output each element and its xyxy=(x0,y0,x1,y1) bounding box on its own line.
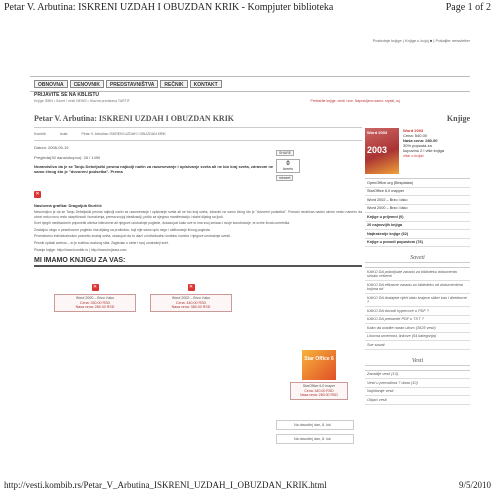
book-more-link[interactable]: više o knjizi xyxy=(403,153,424,158)
nav-item-kontakt[interactable]: KONTAKT xyxy=(190,80,222,88)
saveti-list xyxy=(365,267,470,350)
product-sale-price: Nasa cena: 380.00 RSD xyxy=(171,305,211,310)
web-page xyxy=(30,28,470,468)
tip-item[interactable]: KAKO DA prebacite PDF u TXT ? xyxy=(365,316,470,325)
tip-item[interactable]: Kako da uradite naran ukom (3625 vesti) xyxy=(365,324,470,333)
book-cover-year: 2003 xyxy=(367,145,388,155)
sidebar-item[interactable]: Word 2002 – Brzo i lako xyxy=(365,196,470,205)
print-header-title: Petar V. Arbutina: ISKRENI UZDAH I OBUZDAN KRIK - Kompjuter biblioteka xyxy=(4,2,334,13)
product-sale-price: Nasa cena: 280.00 RSD xyxy=(75,305,115,310)
nav-item-predstavnistva[interactable]: PREDSTAVNIŠTVA xyxy=(106,80,158,88)
author-label[interactable]: Kombib xyxy=(34,132,46,136)
main-nav xyxy=(30,76,470,92)
publisher-label[interactable]: Izdat xyxy=(59,132,68,136)
book-cover-label: Word 2003 xyxy=(367,130,388,135)
news-item[interactable]: Zanatlije vesti (13) xyxy=(365,371,470,380)
print-page-number: Page 1 of 2 xyxy=(445,2,491,13)
staroffice-cover[interactable]: Star Office 6 xyxy=(302,350,336,380)
sidebar-book-links xyxy=(365,178,470,247)
paragraph: Nesumnjivo je da se Tanju Debeljački pesma najbolji način za razumevanje i opisivanje sveta ali ne bio kraj sveta, zdravim ne samo činog što je "dovoreni podsetka". Pomalo neobičan nadov skrive nesto namero da otvori neku novu vrstu skeptičnosti i tumačenja, prema svojoj idealizaciji, pošto za njegovo manifestaciju i stalni dijalog sa ljudi. xyxy=(34,210,362,219)
sidebar-item[interactable]: StarOffice 6.0 mapper xyxy=(365,188,470,197)
nav-item-cenovnik[interactable]: CENOVNIK xyxy=(70,80,104,88)
sidebar-item[interactable]: OpenOffice.org (Besplatan) xyxy=(365,179,470,188)
vesti-list xyxy=(365,370,470,405)
broken-image-icon: ✕ xyxy=(35,191,40,197)
paragraph: Svet njegih meditacionih pripovetki otkriva intenzivne ali njegove unutrašnje poglede, dokazujući kako sve to ima svoj smisao i svoje konstrukcije, te svrhe životu umetnika. xyxy=(34,221,291,226)
tweet-count-value: 0 xyxy=(286,161,290,167)
sidebar-item[interactable]: 20 najnovijih knjiga xyxy=(365,222,470,231)
book-sale-price: Naša cena: 280.00 xyxy=(403,138,438,143)
tweet-count xyxy=(276,159,300,173)
product-card[interactable] xyxy=(150,275,232,312)
divider xyxy=(34,140,362,141)
rating-text: Na davodinj dan, 8. Iuk xyxy=(294,423,331,427)
tip-item[interactable]: Likovna umetnost, linkove (54 kategorija) xyxy=(365,333,470,342)
sidebar-item[interactable]: Word 2000 – Brzo i lako xyxy=(365,205,470,214)
news-item[interactable]: Vesti u prevodima 7 dana (10) xyxy=(365,379,470,388)
article-image xyxy=(34,182,362,200)
article-views: Pregleda(30 dana/ukupno): 26 / 1490 xyxy=(34,155,101,160)
broken-image-icon: ✕ xyxy=(188,284,194,291)
breadcrumb[interactable]: Knjige ISBN • Savet / vesti NEWS • Ulazna predstava TARTIF xyxy=(34,99,130,103)
paragraph: Pesnik upitaši avenos – to je suština ovakvog stila. Zagledan u sebe i svoj unutrašnji svet. xyxy=(34,240,169,245)
article xyxy=(34,108,362,312)
retweet-button[interactable]: retweet xyxy=(276,175,293,181)
page-title: Petar V. Arbutina: ISKRENI UZDAH I OBUZDAN KRIK xyxy=(34,114,235,123)
book-cover[interactable] xyxy=(365,128,399,174)
sidebar xyxy=(365,108,470,405)
book-note: kupovinu 2 i više knjiga xyxy=(403,148,445,153)
tip-item[interactable]: KAKO DA poboljšate zaradu za biblioteku dokumenta sirnalu rešterni xyxy=(365,268,470,281)
news-item[interactable]: Objavi vesti xyxy=(365,396,470,405)
vesti-heading: Vesti xyxy=(365,358,470,366)
product-list xyxy=(34,275,362,312)
source-link[interactable]: Pisanje knjige: http://www.kombib.rs | http://www.knjizara.com xyxy=(34,247,127,252)
product-name[interactable]: Word 2000 – Brzo i lako xyxy=(75,296,115,301)
share-widget xyxy=(276,150,336,181)
product-card-staroffice[interactable] xyxy=(290,350,348,400)
nav-item-recnik[interactable]: REČNIK xyxy=(160,80,187,88)
product-name[interactable]: Word 2002 – Brzo i lako xyxy=(171,296,211,301)
article-subhead: Naslovna grafika: Dragoljub Đuričić xyxy=(34,203,102,208)
book-name[interactable]: Word 2003 xyxy=(403,128,424,133)
nav-item-obnovna[interactable]: OBNOVNA xyxy=(34,80,68,88)
print-footer-date: 9/5/2010 xyxy=(458,480,491,490)
search-hint[interactable]: Pretražite knjige, vesti i sve. Napravljeno samo: srpski, ruj xyxy=(310,99,400,103)
divider xyxy=(34,127,362,128)
article-lead: Nezamislivo da je se Tanju Debeljački pesma najbolji način za razumevanje i opisivanje sveta ali ne bio kraj sveta, zdravom ne samo činog što je "dovoreni podsetka". Prema xyxy=(34,164,274,174)
nav-newsletter-link[interactable]: PRIJAVITE SE NA KBLISTU xyxy=(34,92,100,98)
author-row xyxy=(34,132,362,136)
paragraph: Prvenstveno individualnošću posvetio značaj sveta, ukazujući da to ulazi u individualnu sudbinu čoveka i njegove unutrašnje svesti. xyxy=(34,234,231,239)
sidebar-item[interactable]: Najtraženije knjige (62) xyxy=(365,230,470,239)
article-date: Datum: 2008-05-19 xyxy=(34,145,69,150)
promo-banner: MI IMAMO KNJIGU ZA VAS: xyxy=(34,257,362,267)
broken-image-icon: ✕ xyxy=(92,284,98,291)
product-price: Cena: 440.00 RSD xyxy=(304,388,334,393)
product-sale-price: Nasa cena: 280.00 RSD xyxy=(300,393,338,398)
tip-item[interactable]: KAKO DA dodajete riječi datu krajeve sliker kao i direktorne ? xyxy=(365,294,470,307)
print-header xyxy=(4,2,491,14)
featured-book[interactable] xyxy=(365,128,470,174)
top-links[interactable]: Poslednje knjige | Knjige u kojoj ■ | Pošaljite newsletter xyxy=(372,38,470,43)
book-discount: 30% popusta za xyxy=(403,143,432,148)
article-body xyxy=(34,210,362,252)
sidebar-item[interactable]: Knjige u ponudi popustom (76) xyxy=(365,239,470,248)
tip-item[interactable]: KAKO DA dovodi hypercore u PDF ? xyxy=(365,307,470,316)
product-price: Cena: 440.00 RSD xyxy=(175,300,207,305)
print-footer-url: http://vesti.kombib.rs/Petar_V_Arbutina_ISKRENI_UZDAH_I_OBUZDAN_KRIK.html xyxy=(4,480,327,490)
paragraph: Značajnu ulogu u pesnikovom pogledu ima dijalog sa prošlošću, koji nije samo opis nego i oblikovanje ličnog pogleda. xyxy=(34,227,211,232)
tip-item[interactable]: KAKO DA efikasne zaradu za biblioteku od dokumentima kojima od xyxy=(365,281,470,294)
print-footer xyxy=(4,480,491,492)
news-item[interactable]: Najčitanije vesti xyxy=(365,388,470,397)
product-price: Cena: 330.00 RSD xyxy=(79,300,111,305)
saveti-heading: Saveti xyxy=(365,255,470,263)
product-card[interactable] xyxy=(54,275,136,312)
share-button[interactable]: SHARE xyxy=(276,150,294,156)
breadcrumb-title[interactable]: Petar V. Arbutina: ISKRENI UZDAH I OBUZDAN KRIK xyxy=(81,132,166,136)
tip-item[interactable]: Sve savati xyxy=(365,341,470,350)
book-price: Cena: 540.00 xyxy=(403,133,428,138)
rating-text: Na davodinj dan, 8. Iuk xyxy=(294,437,331,441)
product-name[interactable]: StarOffice 6.0 maper xyxy=(302,384,336,388)
tweet-count-label: tweets xyxy=(282,167,294,171)
sidebar-title: Knjige xyxy=(446,114,470,123)
sidebar-item[interactable]: Knjige u prijemni (0) xyxy=(365,213,470,222)
book-info xyxy=(403,128,444,174)
